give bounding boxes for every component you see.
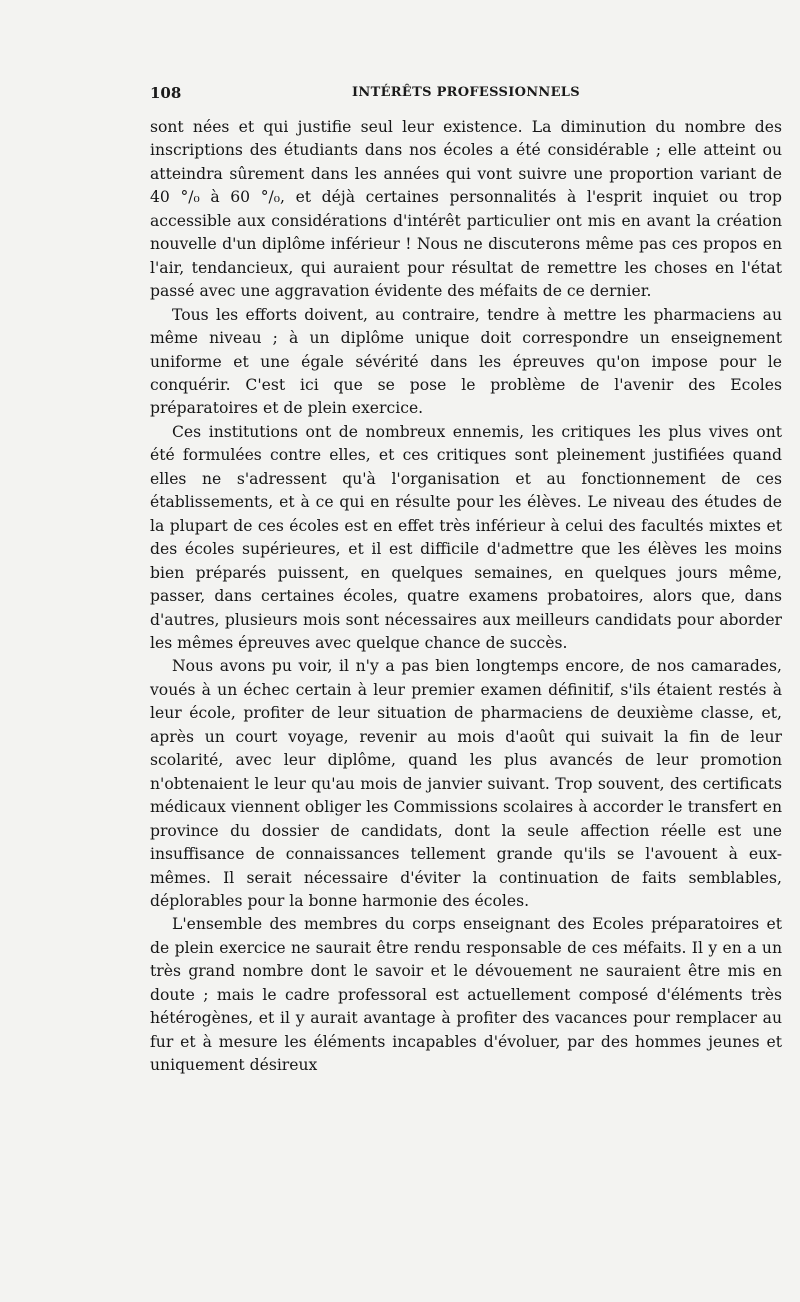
page-header [150, 84, 782, 106]
running-title: INTÉRÊTS PROFESSIONNELS [352, 85, 580, 100]
paragraph: Nous avons pu voir, il n'y a pas bien longtemps encore, de nos camarades, voués à un échec certain à leur premier examen définitif, s'ils étaient restés à leur école, profiter de leur situation de pharmaciens de deuxième classe, et, après un court voyage, revenir au mois d'août qui suivait la fin de leur scolarité, avec leur diplôme, quand les plus avancés de leur promotion n'obtenaient le leur qu'au mois de janvier suivant. Trop souvent, des certificats médicaux viennent obliger les Commissions scolaires à accorder le transfert en province du dossier de candidats, dont la seule affection réelle est une insuffisance de connaissances tellement grande qu'ils se l'avouent à eux-mêmes. Il serait nécessaire d'éviter la continuation de faits semblables, déplorables pour la bonne harmonie des écoles. [150, 657, 782, 910]
page-number: 108 [150, 84, 182, 102]
paragraph: Tous les efforts doivent, au contraire, tendre à mettre les pharmaciens au même niveau ; à un diplôme unique doit correspondre un enseignement uniforme et une égale sévérité dans les épreuves qu'on impose pour le conquérir. C'est ici que se pose le problème de l'avenir des Ecoles préparatoires et de plein exercice. [150, 305, 782, 418]
paragraph: Ces institutions ont de nombreux ennemis, les critiques les plus vives ont été formulées contre elles, et ces critiques sont pleinement justifiées quand elles ne s'adressent qu'à l'organisation et au fonctionnement de ces établissements, et à ce qui en résulte pour les élèves. Le niveau des études de la plupart de ces écoles est en effet très inférieur à celui des facultés mixtes et des écoles supérieures, et il est difficile d'admettre que les élèves les moins bien préparés puissent, en quelques semaines, en quelques jours même, passer, dans certaines écoles, quatre examens probatoires, alors que, dans d'autres, plusieurs mois sont nécessaires aux meilleurs candidats pour aborder les mêmes épreuves avec quelque chance de succès. [150, 422, 782, 652]
body-text [150, 116, 782, 1078]
paragraph: L'ensemble des membres du corps enseignant des Ecoles préparatoires et de plein exercice ne saurait être rendu responsable de ces méfaits. Il y en a un très grand nombre dont le savoir et le dévouement ne sauraient être mis en doute ; mais le cadre professoral est actuellement composé d'éléments très hétérogènes, et il y aurait avantage à profiter des vacances pour remplacer au fur et à mesure les éléments incapables d'évoluer, par des hommes jeunes et uniquement désireux [150, 915, 782, 1075]
paragraph-continuation: sont nées et qui justifie seul leur existence. La diminution du nombre des inscriptions des étudiants dans nos écoles a été considérable ; elle atteint ou atteindra sûrement dans les années qui vont suivre une proportion variant de 40 °/₀ à 60 °/₀, et déjà certaines personnalités à l'esprit inquiet ou trop accessible aux considérations d'intérêt particulier ont mis en avant la création nouvelle d'un diplôme inférieur ! Nous ne discuterons même pas ces propos en l'air, tendancieux, qui auraient pour résultat de remettre les choses en l'état passé avec une aggravation évidente des méfaits de ce dernier. [150, 118, 782, 301]
